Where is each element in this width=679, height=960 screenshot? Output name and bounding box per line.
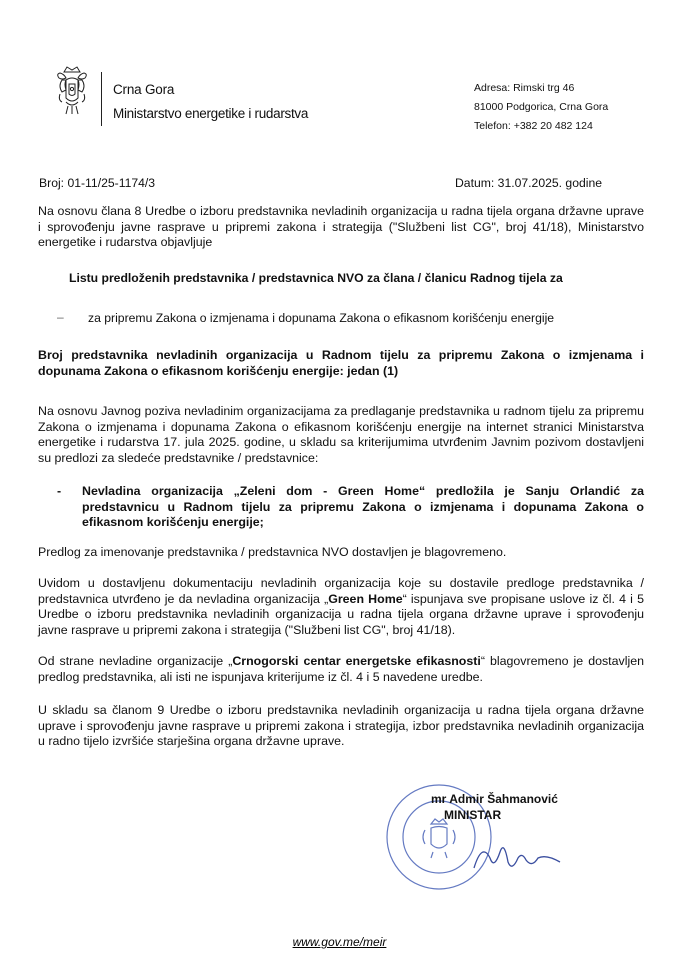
list-bullet: -	[57, 484, 62, 498]
address: Adresa: Rimski trg 46	[474, 82, 575, 94]
review-paragraph	[38, 576, 644, 638]
intro-paragraph: Na osnovu člana 8 Uredbe o izboru predstavnika nevladinih organizacija u radna tijela organa državne uprave i sprovođenju javne rasprave u pripremi zakona i strategija ("Službeni list CG", broj 41/18), Ministarstvo energetike i rudarstva objavljuje	[38, 204, 644, 250]
signer-name: mr Admir Šahmanović	[431, 792, 558, 806]
timely-paragraph: Predlog za imenovanje predstavnika / predstavnica NVO dostavljen je blagovremeno.	[38, 545, 507, 559]
footer	[0, 935, 679, 949]
rejected-paragraph	[38, 654, 644, 685]
org-name: Crna Gora	[113, 82, 175, 97]
rejected-text-b: “ blagovremeno je dostavljen predlog predstavnika, ali isti ne ispunjava kriterijume iz čl. 4 i 5 navedene uredbe.	[38, 654, 644, 684]
subject-dash: –	[57, 310, 64, 324]
ministry-name: Ministarstvo energetike i rudarstva	[113, 106, 309, 121]
header-divider	[101, 72, 102, 126]
rejected-text-a: Od strane nevladine organizacije „	[38, 654, 233, 668]
cgee-name: Crnogorski centar energetske efikasnosti	[232, 654, 481, 668]
signer-title: MINISTAR	[444, 808, 502, 822]
count-statement: Broj predstavnika nevladinih organizacija u Radnom tijelu za pripremu Zakona o izmjenama i dopunama Zakona o efikasnom korišćenju energije: jedan (1)	[38, 348, 644, 378]
footer-link[interactable]: www.gov.me/meir	[292, 935, 387, 949]
review-text-a: Uvidom u dostavljenu dokumentaciju nevladinih organizacija koje su dostavile predloge predstavnika / predstavnica utvrđeno je da nevladina organizacija „	[38, 576, 644, 606]
document-number: Broj: 01-11/25-1174/3	[39, 176, 156, 190]
final-paragraph: U skladu sa članom 9 Uredbe o izboru predstavnika nevladinih organizacija u radna tijela organa državne uprave i sprovođenju javne rasprave u pripremi zakona i strategija, izbor predstavnika nevladinih organizacija u radno tijelo izvršiće starješina organa državne uprave.	[38, 703, 644, 749]
handwritten-signature	[466, 828, 566, 878]
phone: Telefon: +382 20 482 124	[474, 120, 593, 132]
green-home-name: Green Home	[328, 591, 403, 606]
nominee-item: Nevladina organizacija „Zeleni dom - Green Home“ predložila je Sanju Orlandić za predstavnicu u Radnom tijelu za pripremu Zakona o izmjenama i dopunama Zakona o efikasnom korišćenju energije;	[82, 484, 644, 530]
review-text-b: “ ispunjava sve propisane uslove iz čl. 4 i 5 Uredbe o izboru predstavnika nevladinih organizacija u radna tijela organa državne uprave i sprovođenju javne rasprave u pripremi zakona i strategija ("Službeni list CG", broj 41/18).	[38, 591, 644, 637]
city: 81000 Podgorica, Crna Gora	[474, 101, 609, 113]
subject-line: za pripremu Zakona o izmjenama i dopunama Zakona o efikasnom korišćenju energije	[88, 311, 555, 325]
call-paragraph: Na osnovu Javnog poziva nevladinim organizacijama za predlaganje predstavnika u radnom tijelu za pripremu Zakona o izmjenama i dopunama Zakona o efikasnom korišćenju energije na internet stranici Ministarstva energetike i rudarstva 17. jula 2025. godine, u skladu sa kriterijumima utvrđenim Javnim pozivom dostavljeni su predlozi za sledeće predstavnike / predstavnice:	[38, 404, 644, 465]
document-date: Datum: 31.07.2025. godine	[455, 176, 603, 190]
coat-of-arms-icon	[54, 64, 90, 118]
list-heading: Listu predloženih predstavnika / predstavnica NVO za člana / članicu Radnog tijela za	[69, 271, 563, 285]
